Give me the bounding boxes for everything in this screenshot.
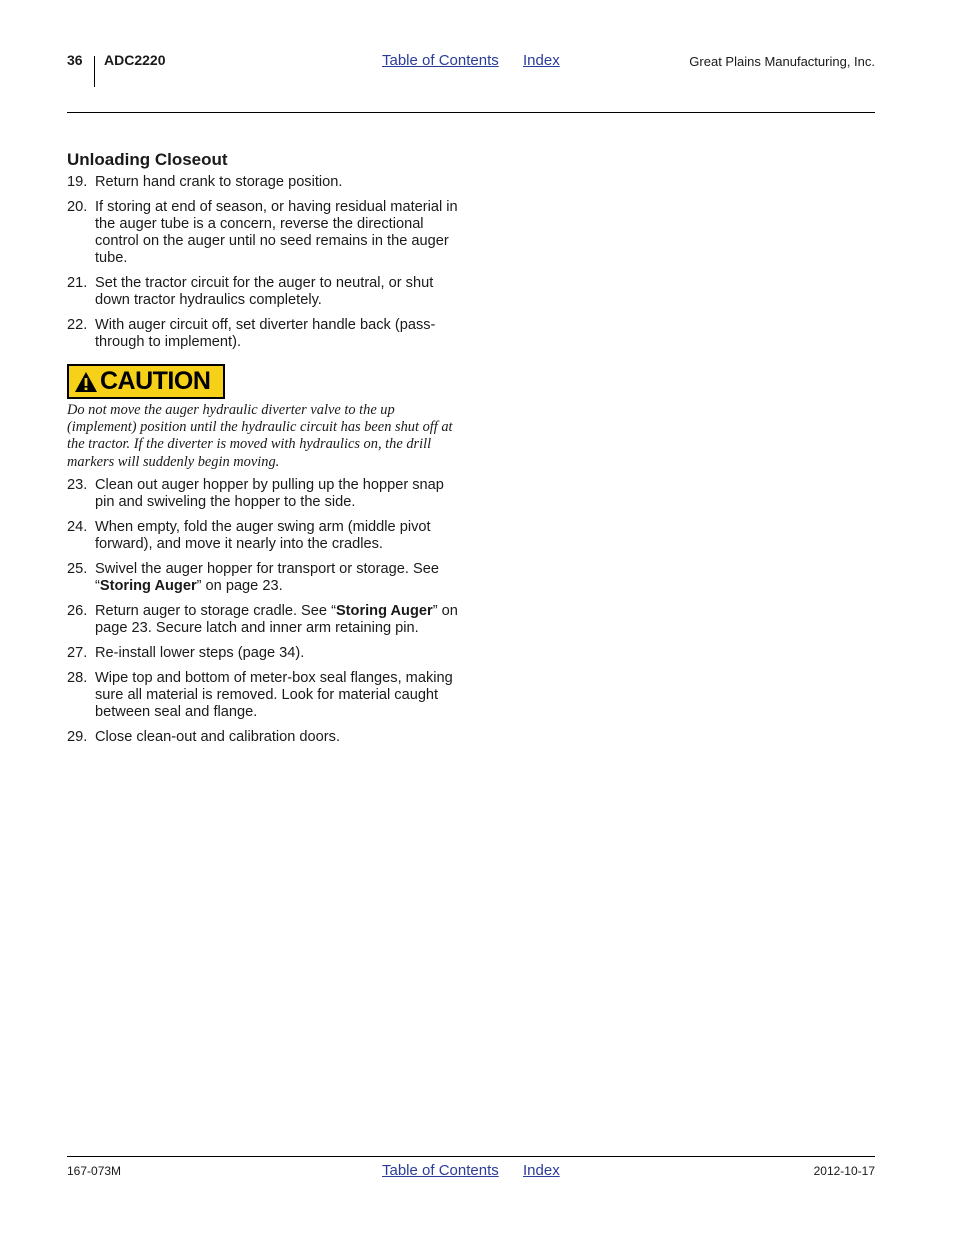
cross-reference: Storing Auger (99, 578, 197, 594)
step-text: Set the tractor circuit for the auger to neutral, or shut down tractor hydraulics completely. (95, 275, 434, 308)
list-item (67, 603, 467, 637)
step-text: Re-install lower steps (page 34). (95, 645, 305, 661)
step-number: 21. (67, 275, 88, 291)
footer-rule (67, 1156, 875, 1157)
header-index-link[interactable]: Index (523, 52, 560, 69)
caution-text: Do not move the auger hydraulic diverter valve to the up (implement) position until the hydraulic circuit has been shut off at the tractor. If the diverter is moved with hydraulics on, the drill markers will suddenly begin moving. (67, 402, 453, 470)
list-item (67, 729, 467, 746)
doc-date: 2012-10-17 (813, 1164, 875, 1178)
step-number: 19. (67, 174, 88, 190)
step-text-pre: Return auger to storage cradle. See “ (95, 603, 336, 619)
step-number: 27. (67, 645, 88, 661)
step-number: 23. (67, 477, 88, 493)
steps-list-b (67, 477, 467, 754)
step-text: Wipe top and bottom of meter-box seal flanges, making sure all material is removed. Look for material caught between seal and flange. (95, 670, 453, 720)
step-text (95, 603, 467, 637)
company-name: Great Plains Manufacturing, Inc. (689, 54, 875, 69)
list-item (67, 477, 467, 511)
header-divider (94, 56, 95, 87)
step-text-post: ” on page 23. Secure latch and inner arm retaining pin. (95, 603, 458, 636)
list-item (67, 561, 467, 595)
header-rule (67, 112, 875, 113)
step-text: Close clean-out and calibration doors. (95, 729, 340, 745)
step-number: 26. (67, 603, 88, 619)
step-number: 22. (67, 317, 88, 333)
step-text (95, 561, 467, 595)
step-number: 29. (67, 729, 88, 745)
step-text-post: ” on page 23. (196, 578, 283, 594)
list-item (67, 670, 467, 721)
footer-toc-link[interactable]: Table of Contents (382, 1162, 499, 1179)
cross-reference: Storing Auger (335, 603, 433, 619)
list-item (67, 519, 467, 553)
step-text: When empty, fold the auger swing arm (middle pivot forward), and move it nearly into the cradles. (95, 519, 431, 552)
page-number: 36 (67, 52, 83, 68)
list-item (67, 275, 467, 309)
list-item (67, 174, 467, 191)
list-item (67, 317, 467, 351)
step-text: Return hand crank to storage position. (95, 174, 343, 190)
step-number: 24. (67, 519, 88, 535)
warning-triangle-icon (74, 371, 98, 393)
caution-word: CAUTION (100, 367, 211, 395)
step-text: Clean out auger hopper by pulling up the hopper snap pin and swiveling the hopper to the side. (95, 477, 444, 510)
steps-list-a (67, 174, 467, 359)
list-item (67, 645, 467, 662)
step-text: With auger circuit off, set diverter handle back (pass-through to implement). (95, 317, 436, 350)
step-number: 28. (67, 670, 88, 686)
header-toc-link[interactable]: Table of Contents (382, 52, 499, 69)
step-text-pre: Swivel the auger hopper for transport or storage. See “ (95, 561, 439, 594)
step-text: If storing at end of season, or having residual material in the auger tube is a concern, reverse the directional control on the auger until no seed remains in the auger tube. (95, 199, 458, 266)
list-item (67, 199, 467, 267)
doc-code: 167-073M (67, 1164, 122, 1178)
model-name: ADC2220 (104, 52, 166, 68)
step-number: 20. (67, 199, 88, 215)
section-title: Unloading Closeout (67, 150, 228, 169)
caution-label (67, 364, 225, 399)
footer-index-link[interactable]: Index (523, 1162, 560, 1179)
step-number: 25. (67, 561, 88, 577)
